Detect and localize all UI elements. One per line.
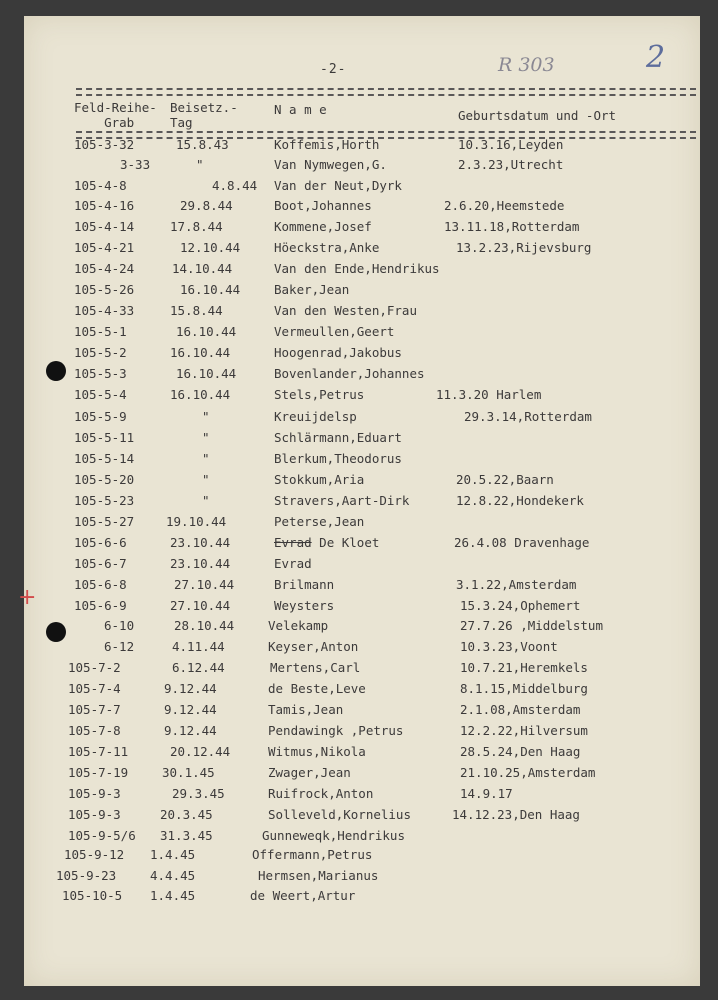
name-cell: Hermsen,Marianus	[258, 868, 379, 883]
burial-date-cell: 16.10.44	[180, 282, 241, 297]
grave-cell: 105-5-2	[74, 345, 127, 360]
burial-date-cell: 23.10.44	[170, 556, 231, 571]
grave-cell: 105-6-9	[74, 598, 127, 613]
birth-cell: 12.8.22,Hondekerk	[456, 493, 584, 508]
name-cell: Van der Neut,Dyrk	[274, 178, 402, 193]
table-row	[24, 409, 700, 429]
table-row	[24, 198, 700, 218]
table-row	[24, 618, 700, 638]
table-row	[24, 493, 700, 513]
burial-date-cell: 14.10.44	[172, 261, 233, 276]
table-row	[24, 345, 700, 365]
grave-cell: 105-9-3	[68, 786, 121, 801]
grave-cell: 105-5-3	[74, 366, 127, 381]
burial-date-cell: 12.10.44	[180, 240, 241, 255]
table-row	[24, 807, 700, 827]
table-row	[24, 660, 700, 680]
table-row	[24, 577, 700, 597]
grave-cell: 105-4-33	[74, 303, 135, 318]
grave-cell: 6-12	[104, 639, 135, 654]
burial-date-cell: 16.10.44	[176, 324, 237, 339]
table-row	[24, 514, 700, 534]
name-cell: Pendawingk ,Petrus	[268, 723, 404, 738]
burial-date-cell: 30.1.45	[162, 765, 215, 780]
burial-date-cell: "	[202, 451, 210, 466]
grave-cell: 3-33	[120, 157, 151, 172]
table-row	[24, 451, 700, 471]
burial-date-cell: 4.11.44	[172, 639, 225, 654]
name-cell: Van den Ende,Hendrikus	[274, 261, 440, 276]
table-row	[24, 387, 700, 407]
table-row	[24, 639, 700, 659]
header-burial-date: Beisetz.- Tag	[170, 100, 238, 130]
burial-date-cell: 20.12.44	[170, 744, 231, 759]
birth-cell: 2.3.23,Utrecht	[458, 157, 564, 172]
grave-cell: 105-7-19	[68, 765, 129, 780]
burial-date-cell: 6.12.44	[172, 660, 225, 675]
birth-cell: 12.2.22,Hilversum	[460, 723, 588, 738]
table-row	[24, 556, 700, 576]
table-row	[24, 240, 700, 260]
burial-date-cell: 9.12.44	[164, 702, 217, 717]
table-row	[24, 219, 700, 239]
grave-cell: 105-10-5	[62, 888, 123, 903]
grave-cell: 105-7-2	[68, 660, 121, 675]
birth-cell: 2.1.08,Amsterdam	[460, 702, 581, 717]
birth-cell: 15.3.24,Ophemert	[460, 598, 581, 613]
burial-date-cell: 4.8.44	[212, 178, 258, 193]
grave-cell: 105-9-12	[64, 847, 125, 862]
grave-cell: 105-4-14	[74, 219, 135, 234]
dashed-rule-top-2	[76, 94, 696, 96]
grave-cell: 105-7-8	[68, 723, 121, 738]
birth-cell: 13.2.23,Rijevsburg	[456, 240, 592, 255]
burial-date-cell: "	[202, 409, 210, 424]
birth-cell: 13.11.18,Rotterdam	[444, 219, 580, 234]
burial-date-cell: 16.10.44	[170, 387, 231, 402]
name-cell: Schlärmann,Eduart	[274, 430, 402, 445]
name-cell: Blerkum,Theodorus	[274, 451, 402, 466]
birth-cell: 29.3.14,Rotterdam	[464, 409, 592, 424]
grave-cell: 105-9-23	[56, 868, 117, 883]
name-cell: Velekamp	[268, 618, 329, 633]
birth-cell: 14.12.23,Den Haag	[452, 807, 580, 822]
punch-hole-upper	[46, 361, 66, 381]
grave-cell: 105-5-27	[74, 514, 135, 529]
grave-cell: 105-5-11	[74, 430, 135, 445]
punch-hole-lower	[46, 622, 66, 642]
handwritten-page-number: 2	[646, 40, 666, 75]
birth-cell: 26.4.08 Dravenhage	[454, 535, 590, 550]
name-cell: Tamis,Jean	[268, 702, 344, 717]
burial-date-cell: 20.3.45	[160, 807, 213, 822]
birth-cell: 10.7.21,Heremkels	[460, 660, 588, 675]
name-cell: Peterse,Jean	[274, 514, 365, 529]
table-row	[24, 472, 700, 492]
grave-cell: 105-5-23	[74, 493, 135, 508]
table-row	[24, 366, 700, 386]
grave-cell: 105-6-7	[74, 556, 127, 571]
name-cell: Brilmann	[274, 577, 335, 592]
name-cell: Solleveld,Kornelius	[268, 807, 411, 822]
birth-cell: 10.3.23,Voont	[460, 639, 558, 654]
grave-cell: 6-10	[104, 618, 135, 633]
name-cell: Gunneweqk,Hendrikus	[262, 828, 405, 843]
grave-cell: 105-4-21	[74, 240, 135, 255]
burial-date-cell: "	[202, 493, 210, 508]
grave-cell: 105-7-11	[68, 744, 129, 759]
grave-cell: 105-9-3	[68, 807, 121, 822]
name-cell: Baker,Jean	[274, 282, 350, 297]
table-row	[24, 157, 700, 177]
grave-cell: 105-5-26	[74, 282, 135, 297]
name-cell: De Kloet	[311, 535, 380, 550]
burial-date-cell: 28.10.44	[174, 618, 235, 633]
table-row	[24, 868, 700, 888]
table-row	[24, 282, 700, 302]
name-cell: Ruifrock,Anton	[268, 786, 374, 801]
table-row	[24, 702, 700, 722]
grave-cell: 105-7-4	[68, 681, 121, 696]
burial-date-cell: 15.8.44	[170, 303, 223, 318]
name-cell: Stokkum,Aria	[274, 472, 365, 487]
grave-cell: 105-4-8	[74, 178, 127, 193]
burial-date-cell: 19.10.44	[166, 514, 227, 529]
name-cell: Weysters	[274, 598, 335, 613]
burial-date-cell: 15.8.43	[176, 137, 229, 152]
name-cell: Keyser,Anton	[268, 639, 359, 654]
birth-cell: 3.1.22,Amsterdam	[456, 577, 577, 592]
birth-cell: 8.1.15,Middelburg	[460, 681, 588, 696]
page-number: -2-	[320, 62, 347, 77]
name-cell: Kommene,Josef	[274, 219, 372, 234]
name-cell: Stravers,Aart-Dirk	[274, 493, 410, 508]
header-name: N a m e	[274, 102, 327, 117]
birth-cell: 21.10.25,Amsterdam	[460, 765, 596, 780]
burial-date-cell: 4.4.45	[150, 868, 196, 883]
table-row	[24, 744, 700, 764]
name-cell: Bovenlander,Johannes	[274, 366, 425, 381]
birth-cell: 20.5.22,Baarn	[456, 472, 554, 487]
name-cell: de Weert,Artur	[250, 888, 356, 903]
table-row	[24, 828, 700, 848]
grave-cell: 105-4-16	[74, 198, 135, 213]
table-row	[24, 723, 700, 743]
birth-cell: 10.3.16,Leyden	[458, 137, 564, 152]
table-row	[24, 261, 700, 281]
burial-date-cell: 9.12.44	[164, 681, 217, 696]
struck-name: Evrad	[274, 535, 312, 550]
dashed-rule-header-bottom	[76, 131, 696, 133]
name-cell: Kreuijdelsp	[274, 409, 357, 424]
burial-date-cell: 23.10.44	[170, 535, 231, 550]
grave-cell: 105-5-14	[74, 451, 135, 466]
burial-date-cell: 31.3.45	[160, 828, 213, 843]
grave-cell: 105-5-9	[74, 409, 127, 424]
table-row	[24, 786, 700, 806]
grave-cell: 105-9-5/6	[68, 828, 136, 843]
burial-date-cell: "	[202, 430, 210, 445]
name-cell: Van den Westen,Frau	[274, 303, 417, 318]
birth-cell: 27.7.26 ,Middelstum	[460, 618, 603, 633]
header-grave: Feld-Reihe- Grab	[74, 100, 157, 130]
grave-cell: 105-6-8	[74, 577, 127, 592]
name-cell: Zwager,Jean	[268, 765, 351, 780]
table-row	[24, 324, 700, 344]
name-cell: Van Nymwegen,G.	[274, 157, 387, 172]
name-cell: Hoogenrad,Jakobus	[274, 345, 402, 360]
table-row	[24, 178, 700, 198]
grave-cell: 105-5-1	[74, 324, 127, 339]
name-cell-wrapper	[274, 535, 379, 550]
grave-cell: 105-6-6	[74, 535, 127, 550]
table-row	[24, 137, 700, 157]
table-row	[24, 888, 700, 908]
table-row	[24, 430, 700, 450]
grave-cell: 105-3-32	[74, 137, 135, 152]
burial-date-cell: 27.10.44	[170, 598, 231, 613]
name-cell: Mertens,Carl	[270, 660, 361, 675]
name-cell: de Beste,Leve	[268, 681, 366, 696]
handwritten-reference: R 303	[498, 54, 555, 76]
table-row	[24, 303, 700, 323]
name-cell: Vermeullen,Geert	[274, 324, 395, 339]
name-cell: Evrad	[274, 556, 312, 571]
birth-cell: 2.6.20,Heemstede	[444, 198, 565, 213]
name-cell: Witmus,Nikola	[268, 744, 366, 759]
burial-date-cell: 1.4.45	[150, 847, 196, 862]
burial-date-cell: 29.8.44	[180, 198, 233, 213]
burial-date-cell: "	[202, 472, 210, 487]
name-cell: Koffemis,Horth	[274, 137, 380, 152]
birth-cell: 14.9.17	[460, 786, 513, 801]
burial-date-cell: "	[196, 157, 204, 172]
burial-date-cell: 27.10.44	[174, 577, 235, 592]
burial-date-cell: 29.3.45	[172, 786, 225, 801]
burial-date-cell: 17.8.44	[170, 219, 223, 234]
burial-date-cell: 9.12.44	[164, 723, 217, 738]
table-row	[24, 847, 700, 867]
grave-cell: 105-4-24	[74, 261, 135, 276]
grave-cell: 105-7-7	[68, 702, 121, 717]
burial-date-cell: 16.10.44	[170, 345, 231, 360]
table-row	[24, 598, 700, 618]
name-cell: Stels,Petrus	[274, 387, 365, 402]
document-page	[24, 16, 700, 986]
table-row	[24, 681, 700, 701]
name-cell: Boot,Johannes	[274, 198, 372, 213]
dashed-rule-top	[76, 88, 696, 90]
grave-cell: 105-5-4	[74, 387, 127, 402]
birth-cell: 28.5.24,Den Haag	[460, 744, 581, 759]
red-cross-mark: +	[18, 585, 37, 610]
name-cell: Höeckstra,Anke	[274, 240, 380, 255]
grave-cell: 105-5-20	[74, 472, 135, 487]
name-cell: Offermann,Petrus	[252, 847, 373, 862]
header-birth: Geburtsdatum und -Ort	[458, 108, 617, 123]
table-row	[24, 765, 700, 785]
birth-cell: 11.3.20 Harlem	[436, 387, 542, 402]
table-row	[24, 535, 700, 555]
burial-date-cell: 16.10.44	[176, 366, 237, 381]
burial-date-cell: 1.4.45	[150, 888, 196, 903]
